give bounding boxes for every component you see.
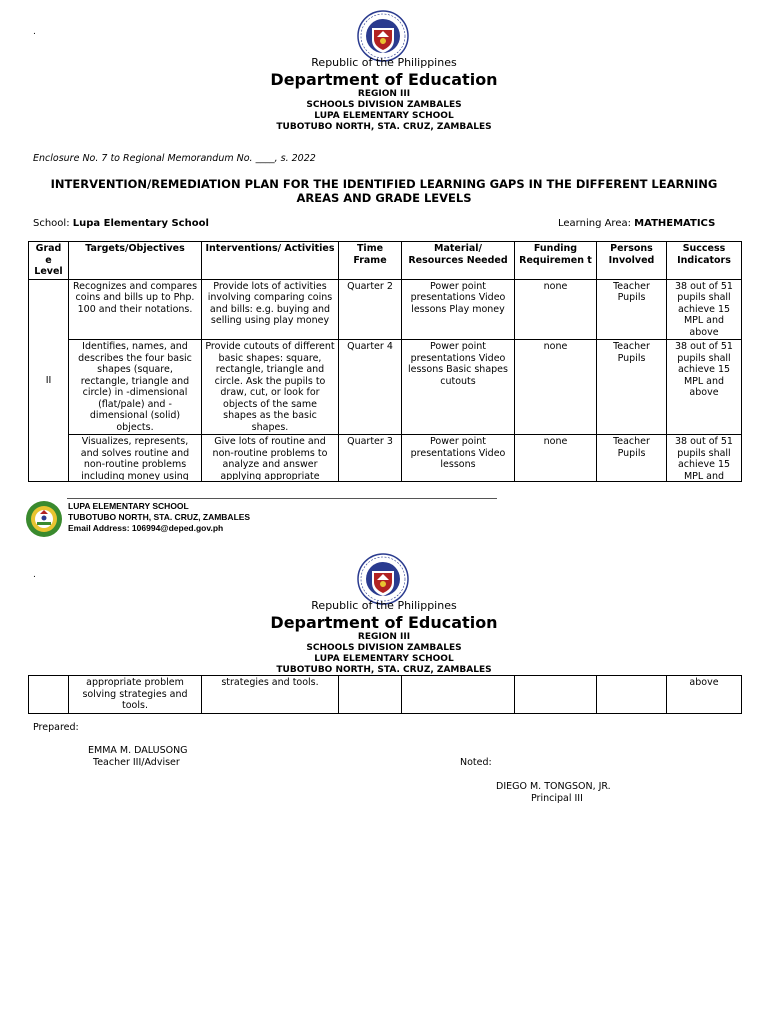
table-cell: Power point presentations Video lessons Play money	[402, 279, 515, 340]
table-cell	[667, 435, 742, 482]
table-cell: 38 out of 51 pupils shall achieve 15 MPL and above	[667, 279, 742, 340]
learning-area-value: MATHEMATICS	[634, 218, 716, 229]
table-cell: Quarter 3	[339, 435, 402, 482]
footer-address: TUBOTUBO NORTH, STA. CRUZ, ZAMBALES	[68, 512, 251, 522]
header-interventions: Interventions/ Activities	[202, 242, 339, 280]
header-targets: Targets/Objectives	[69, 242, 202, 280]
table-row	[29, 279, 742, 340]
cell-text: 38 out of 51 pupils shall achieve 15 MPL and	[675, 436, 733, 480]
table-cell: Quarter 4	[339, 340, 402, 435]
preparer-title: Teacher III/Adviser	[93, 757, 180, 768]
preparer-name: EMMA M. DALUSONG	[88, 745, 188, 756]
document-title: INTERVENTION/REMEDIATION PLAN FOR THE IDENTIFIED LEARNING GAPS IN THE DIFFERENT LEARNING AREAS AND GRADE LEVELS	[50, 177, 718, 205]
table-cell: none	[515, 435, 597, 482]
school-info	[33, 218, 209, 229]
enclosure-note: Enclosure No. 7 to Regional Memorandum No. ____, s. 2022	[33, 153, 316, 164]
table-cell	[597, 676, 667, 714]
table-header-row	[29, 242, 742, 280]
table-cell: 38 out of 51 pupils shall achieve 15 MPL and above	[667, 340, 742, 435]
republic-label: Republic of the Philippines	[311, 56, 457, 69]
footer-divider	[67, 498, 497, 499]
table-cell	[202, 435, 339, 482]
intervention-table	[28, 241, 742, 482]
deped-seal-icon	[357, 553, 409, 605]
table-cell: above	[667, 676, 742, 714]
table-cell: none	[515, 279, 597, 340]
school-label: LUPA ELEMENTARY SCHOOL	[314, 654, 454, 664]
school-field-label: School:	[33, 218, 73, 229]
table-cell: Quarter 2	[339, 279, 402, 340]
table-cell: Provide lots of activities involving comparing coins and bills: e.g. buying and selling using play money	[202, 279, 339, 340]
cell-text: Power point presentations Video lessons	[410, 436, 506, 470]
table-cell: Teacher Pupils	[597, 435, 667, 482]
header-success: Success Indicators	[667, 242, 742, 280]
table-row	[29, 340, 742, 435]
table-row	[29, 676, 742, 714]
table-cell: Teacher Pupils	[597, 340, 667, 435]
page-mark: .	[33, 570, 36, 580]
header-grade-level: Grad e Level	[29, 242, 69, 280]
grade-level-cell: II	[29, 279, 69, 482]
header-funding: Funding Requiremen t	[515, 242, 597, 280]
table-cell	[69, 435, 202, 482]
table-cell: Identifies, names, and describes the four basic shapes (square, rectangle, triangle and circle) in -dimensional (flat/pale) and -dimensional (solid) objects.	[69, 340, 202, 435]
table-cell	[402, 676, 515, 714]
learning-area-label: Learning Area:	[558, 218, 635, 229]
school-logo-icon	[25, 500, 63, 538]
division-label: SCHOOLS DIVISION ZAMBALES	[306, 100, 462, 110]
table-row	[29, 435, 742, 482]
region-label: REGION III	[357, 89, 411, 99]
division-label: SCHOOLS DIVISION ZAMBALES	[306, 643, 462, 653]
footer-school: LUPA ELEMENTARY SCHOOL	[68, 501, 189, 511]
table-cell: appropriate problem solving strategies and tools.	[69, 676, 202, 714]
header-time-frame: Time Frame	[339, 242, 402, 280]
school-label: LUPA ELEMENTARY SCHOOL	[314, 111, 454, 121]
table-cell: Teacher Pupils	[597, 279, 667, 340]
noter-name: DIEGO M. TONGSON, JR.	[496, 781, 611, 792]
table-cell	[402, 435, 515, 482]
table-cell	[339, 676, 402, 714]
table-cell	[515, 676, 597, 714]
cell-text: Give lots of routine and non-routine problems to analyze and answer applying appropriate	[212, 436, 328, 480]
noted-label: Noted:	[460, 757, 492, 768]
school-field-value: Lupa Elementary School	[72, 218, 209, 229]
table-cell: none	[515, 340, 597, 435]
region-label: REGION III	[357, 632, 411, 642]
prepared-label: Prepared:	[33, 722, 79, 733]
table-cell: Power point presentations Video lessons Basic shapes cutouts	[402, 340, 515, 435]
intervention-table-continued	[28, 675, 742, 714]
learning-area-info	[558, 218, 715, 229]
department-title: Department of Education	[270, 613, 498, 632]
noter-title: Principal III	[531, 793, 583, 804]
republic-label: Republic of the Philippines	[311, 599, 457, 612]
cell-text: Visualizes, represents, and solves routine and non-routine problems including money using	[80, 436, 190, 480]
table-cell: Recognizes and compares coins and bills up to Php. 100 and their notations.	[69, 279, 202, 340]
department-title: Department of Education	[270, 70, 498, 89]
table-cell: strategies and tools.	[202, 676, 339, 714]
table-cell	[29, 676, 69, 714]
deped-seal-icon	[357, 10, 409, 62]
header-persons: Persons Involved	[597, 242, 667, 280]
table-cell: Provide cutouts of different basic shapes: square, rectangle, triangle and circle. Ask the pupils to draw, cut, or look for objects of the same shapes as the basic shapes.	[202, 340, 339, 435]
address-label: TUBOTUBO NORTH, STA. CRUZ, ZAMBALES	[276, 665, 492, 675]
page-mark: .	[33, 27, 36, 37]
address-label: TUBOTUBO NORTH, STA. CRUZ, ZAMBALES	[276, 122, 492, 132]
footer-email: Email Address: 106994@deped.gov.ph	[68, 523, 224, 533]
header-materials: Material/ Resources Needed	[402, 242, 515, 280]
